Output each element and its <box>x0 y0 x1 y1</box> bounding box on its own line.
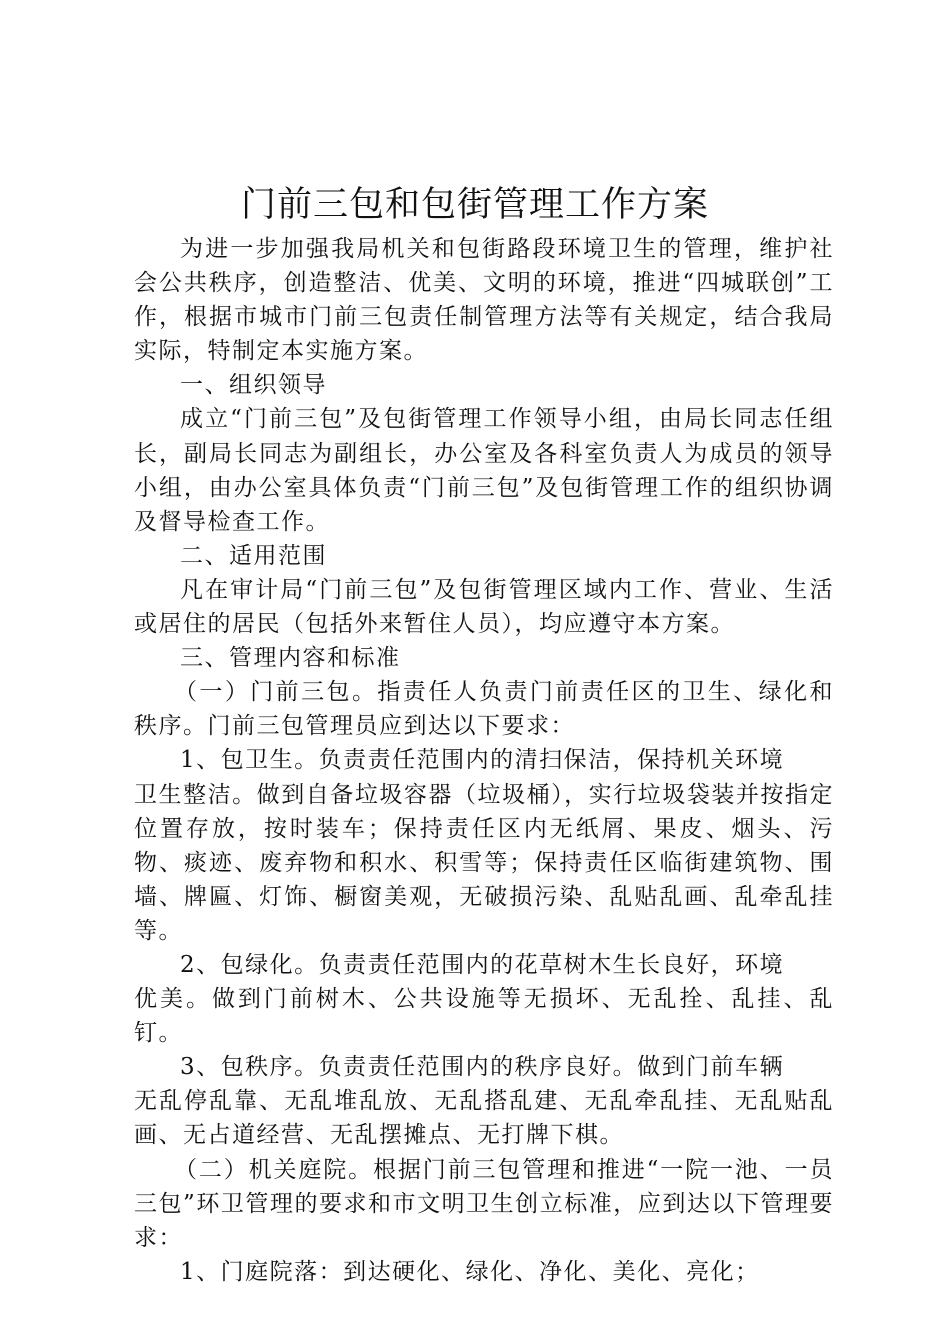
document-body <box>134 232 834 1289</box>
section-heading-scope: 二、适用范围 <box>180 542 327 569</box>
document-title: 门前三包和包街管理工作方案 <box>240 185 709 225</box>
section-heading-content: 三、管理内容和标准 <box>180 645 401 672</box>
organization-paragraph: 成立“门前三包”及包街管理工作领导小组，由局长同志任组长，副局长同志为副组长，办公室及各科室负责人为成员的领导小组，由办公室具体负责“门前三包”及包街管理工作的组织协调及督导检查工作。 <box>134 406 834 535</box>
item-greening: 2、包绿化。负责责任范围内的花草树木生长良好，环境 优美。做到门前树木、公共设施等无损坏、无乱拴、乱挂、乱钉。 <box>134 951 834 1047</box>
item-courtyard: 1、门庭院落：到达硬化、绿化、净化、美化、亮化； <box>180 1258 760 1285</box>
subsection-courtyard: （二）机关庭院。根据门前三包管理和推进“一院一池、一员三包”环卫管理的要求和市文明卫生创立标准，应到达以下管理要求： <box>134 1156 834 1251</box>
item-order: 3、包秩序。负责责任范围内的秩序良好。做到门前车辆 无乱停乱靠、无乱堆乱放、无乱搭乱建、无乱牵乱挂、无乱贴乱画、无占道经营、无乱摆摊点、无打牌下棋。 <box>134 1054 834 1149</box>
item-sanitation: 1、包卫生。负责责任范围内的清扫保洁，保持机关环境 卫生整洁。做到自备垃圾容器（垃圾桶），实行垃圾袋装并按指定位置存放，按时装车；保持责任区内无纸屑、果皮、烟头、污物、痰迹、废弃物和积水、积雪等；保持责任区临街建筑物、围墙、牌匾、灯饰、橱窗美观，无破损污染、乱贴乱画、乱牵乱挂等。 <box>134 747 834 944</box>
section-heading-organization: 一、组织领导 <box>180 372 327 399</box>
intro-paragraph: 为进一步加强我局机关和包街路段环境卫生的管理，维护社会公共秩序，创造整洁、优美、文明的环境，推进“四城联创”工作，根据市城市门前三包责任制管理方法等有关规定，结合我局实际，特制定本实施方案。 <box>134 236 834 365</box>
subsection-three-guarantees: （一）门前三包。指责任人负责门前责任区的卫生、绿化和秩序。门前三包管理员应到达以下要求： <box>134 679 834 740</box>
scope-paragraph: 凡在审计局“门前三包”及包街管理区域内工作、营业、生活或居住的居民（包括外来暂住人员），均应遵守本方案。 <box>134 576 834 638</box>
